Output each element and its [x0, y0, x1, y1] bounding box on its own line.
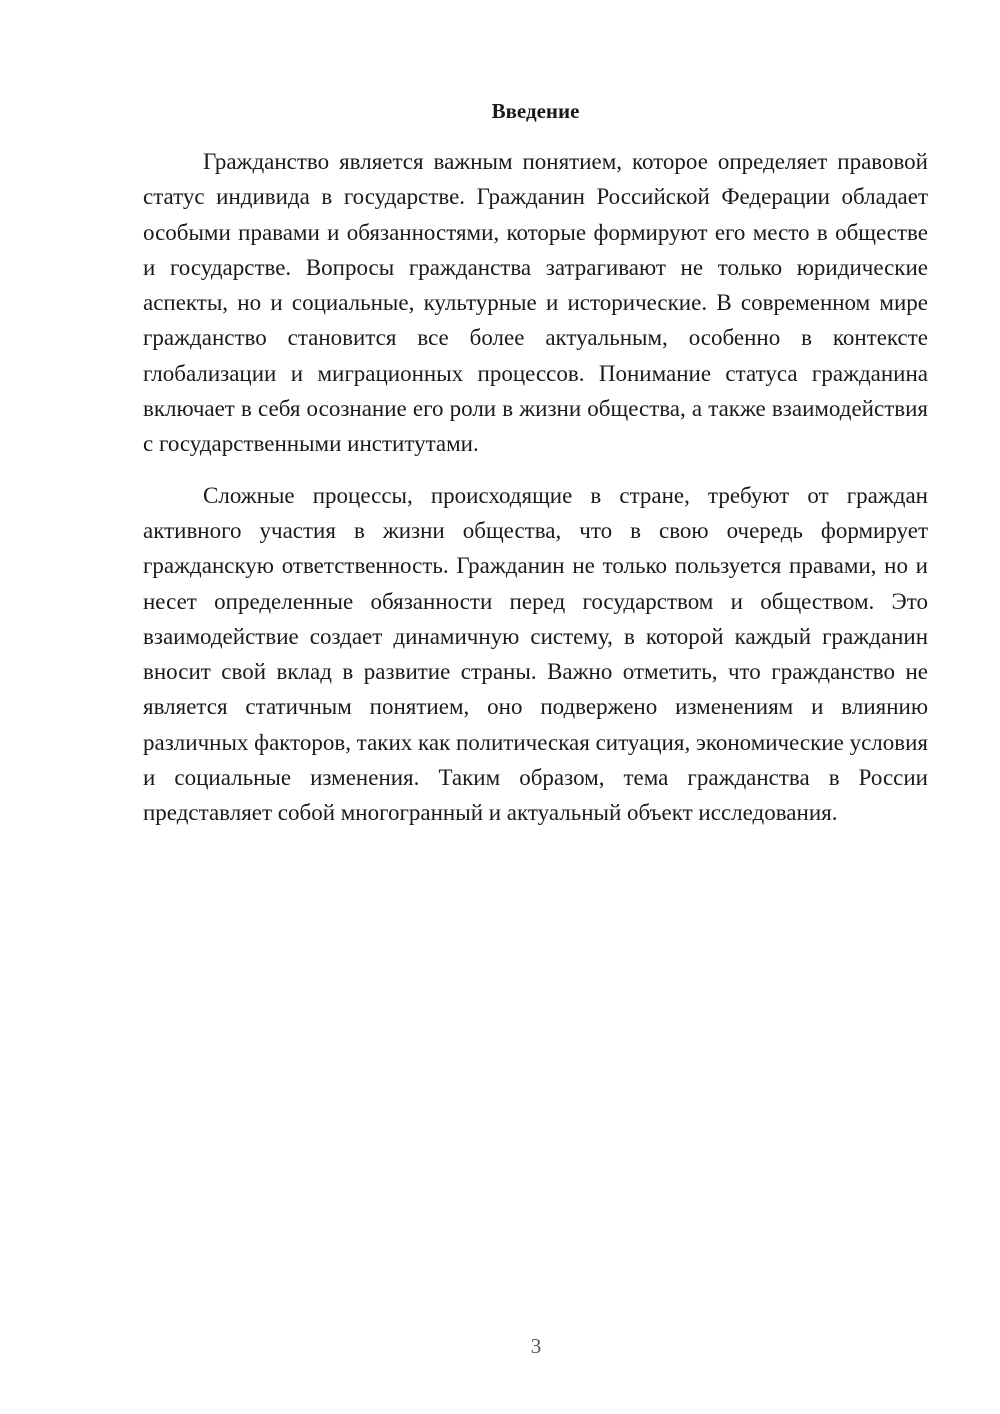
body-text [143, 144, 928, 831]
paragraph-2: Сложные процессы, происходящие в стране, требуют от граждан активного участия в жизни общества, что в свою очередь формирует гражданскую ответственность. Гражданин не только пользуется правами, но и несет определенные обязанности перед государством и обществом. Это взаимодействие создает динамичную систему, в которой каждый гражданин вносит свой вклад в развитие страны. Важно отметить, что гражданство не является статичным понятием, оно подвержено изменениям и влиянию различных факторов, таких как политическая ситуация, экономические условия и социальные изменения. Таким образом, тема гражданства в России представляет собой многогранный и актуальный объект исследования. [143, 482, 928, 826]
page-number: 3 [530, 1334, 542, 1358]
paragraph-1: Гражданство является важным понятием, которое определяет правовой статус индивида в государстве. Гражданин Российской Федерации обладает особыми правами и обязанностями, которые формируют его место в обществе и государстве. Вопросы гражданства затрагивают не только юридические аспекты, но и социальные, культурные и исторические. В современном мире гражданство становится все более актуальным, особенно в контексте глобализации и миграционных процессов. Понимание статуса гражданина включает в себя осознание его роли в жизни общества, а также взаимодействия с государственными институтами. [143, 149, 928, 457]
section-heading: Введение [491, 99, 580, 123]
